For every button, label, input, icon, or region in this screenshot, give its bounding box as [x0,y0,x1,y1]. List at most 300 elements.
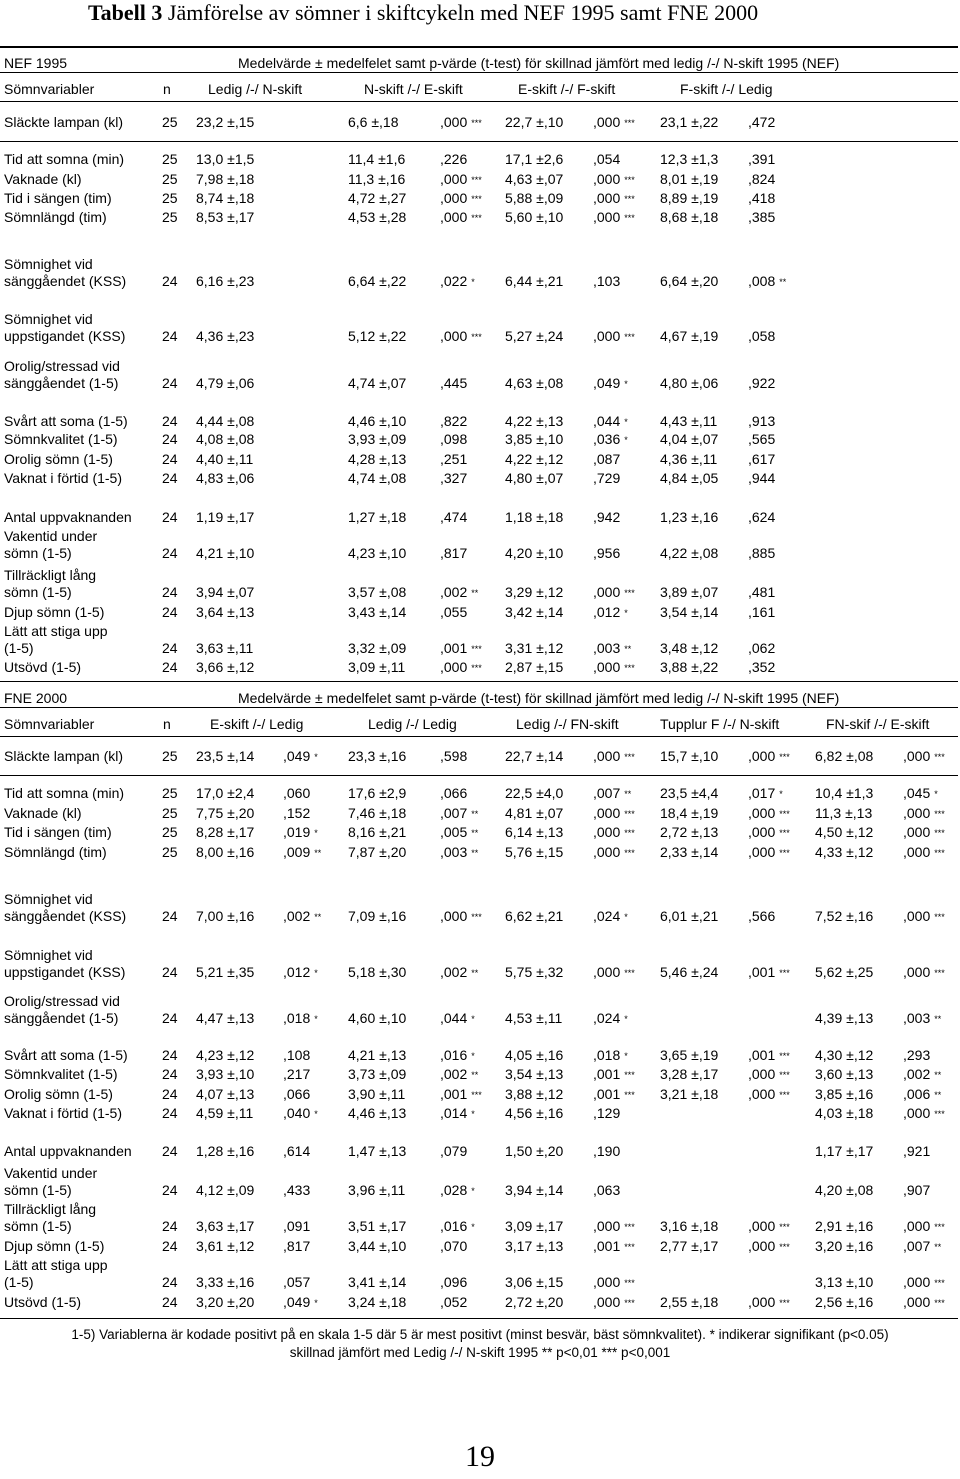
cell-p-value [440,1010,475,1029]
cell-p-value [748,451,775,468]
column-header: N-skift /-/ E-skift [364,81,463,97]
cell-p-value [903,1010,941,1029]
p-value-number: ,942 [593,509,621,525]
row-n: 24 [162,413,178,429]
cell-mean-se: 4,28 ±,13 [348,451,407,467]
column-header: Ledig /-/ Ledig [368,716,457,732]
cell-mean-se: 3,09 ±,11 [348,659,406,675]
cell-p-value [440,470,467,487]
row-label: Vaknade (kl) [4,805,82,821]
significance-stars: *** [624,1090,635,1100]
row-n: 25 [162,114,178,130]
significance-stars: *** [471,912,482,922]
significance-stars: *** [779,848,790,858]
cell-mean-se: 4,33 ±,12 [815,844,874,860]
cell-mean-se: 4,63 ±,08 [505,375,564,391]
cell-p-value [748,413,775,430]
cell-p-value [593,190,635,209]
row-label: Lätt att stiga upp [4,623,108,639]
p-value-number: ,000 [748,824,776,840]
p-value-number: ,003 [593,640,621,656]
cell-p-value [593,844,635,863]
cell-p-value [283,824,318,843]
cell-mean-se: 4,40 ±,11 [196,451,254,467]
cell-mean-se: 4,07 ±,13 [196,1086,255,1102]
p-value-number: ,922 [748,375,776,391]
footnote-line-2: skillnad jämfört med Ledig /-/ N-skift 1995 ** p<0,01 *** p<0,001 [289,1345,671,1360]
p-value-number: ,000 [903,1105,931,1121]
column-header-n: n [163,81,171,97]
cell-mean-se: 4,21 ±,10 [196,545,255,561]
table-rule [0,1318,958,1319]
column-header: Ledig /-/ FN-skift [516,716,619,732]
p-value-number: ,418 [748,190,776,206]
cell-mean-se: 3,73 ±,09 [348,1066,407,1082]
row-label: sänggåendet (KSS) [4,908,127,924]
table-rule [0,707,958,708]
table-title-text: Jämförelse av sömner i skiftcykeln med NEF 1995 samt FNE 2000 [162,0,759,25]
p-value-number: ,040 [283,1105,311,1121]
significance-stars: *** [624,663,635,673]
cell-mean-se: 5,27 ±,24 [505,328,564,344]
p-value-number: ,327 [440,470,468,486]
cell-p-value [903,1238,941,1257]
row-label: Svårt att soma (1-5) [4,413,128,429]
cell-mean-se: 11,4 ±1,6 [348,151,406,167]
cell-mean-se: 2,33 ±,14 [660,844,719,860]
row-n: 25 [162,209,178,225]
cell-mean-se: 6,82 ±,08 [815,748,874,764]
row-n: 24 [162,964,178,980]
row-label: Vakentid under [4,528,98,544]
cell-mean-se: 4,60 ±,10 [348,1010,407,1026]
cell-p-value [593,964,635,983]
significance-stars: ** [471,848,479,858]
significance-stars: *** [624,118,635,128]
p-value-number: ,087 [593,451,621,467]
row-label: Sömnighet vid [4,891,93,907]
p-value-number: ,565 [748,431,776,447]
cell-mean-se: 3,64 ±,13 [196,604,255,620]
cell-mean-se: 4,22 ±,12 [505,451,564,467]
significance-stars: * [624,435,628,445]
cell-p-value [440,209,482,228]
p-value-number: ,002 [440,964,468,980]
cell-mean-se: 4,46 ±,13 [348,1105,407,1121]
cell-p-value [440,659,482,678]
cell-p-value [440,805,478,824]
cell-p-value [283,1274,310,1291]
cell-mean-se: 4,53 ±,28 [348,209,407,225]
p-value-number: ,000 [593,824,621,840]
column-header: FN-skif /-/ E-skift [826,716,930,732]
significance-stars: * [624,912,628,922]
p-value-number: ,070 [440,1238,468,1254]
p-value-number: ,055 [440,604,468,620]
cell-p-value [903,1086,941,1105]
p-value-number: ,129 [593,1105,621,1121]
cell-mean-se: 3,20 ±,16 [815,1238,874,1254]
cell-mean-se: 11,3 ±,16 [348,171,406,187]
cell-p-value [748,805,790,824]
cell-mean-se: 4,81 ±,07 [505,805,564,821]
row-label: sänggåendet (1-5) [4,375,119,391]
p-value-number: ,598 [440,748,468,764]
cell-mean-se: 6,62 ±,21 [505,908,564,924]
significance-stars: * [624,379,628,389]
cell-mean-se: 2,55 ±,18 [660,1294,719,1310]
p-value-number: ,002 [440,1066,468,1082]
cell-p-value [440,1143,467,1160]
row-label: Orolig sömn (1-5) [4,1086,113,1102]
p-value-number: ,003 [903,1010,931,1026]
p-value-number: ,054 [593,151,621,167]
cell-p-value [283,964,318,983]
row-n: 24 [162,1010,178,1026]
cell-mean-se: 4,30 ±,12 [815,1047,874,1063]
significance-stars: * [471,277,475,287]
significance-stars: *** [779,752,790,762]
significance-stars: *** [471,213,482,223]
cell-mean-se: 8,16 ±,21 [348,824,407,840]
row-label: sömn (1-5) [4,545,72,561]
row-n: 24 [162,1086,178,1102]
cell-p-value [283,908,321,927]
cell-mean-se: 4,21 ±,13 [348,1047,407,1063]
cell-mean-se: 4,74 ±,07 [348,375,407,391]
p-value-number: ,024 [593,1010,621,1026]
row-n: 24 [162,1182,178,1198]
p-value-number: ,000 [903,1218,931,1234]
cell-p-value [593,1010,628,1029]
p-value-number: ,007 [593,785,621,801]
p-value-number: ,000 [748,1218,776,1234]
row-label: (1-5) [4,1274,34,1290]
p-value-number: ,001 [440,1086,468,1102]
p-value-number: ,956 [593,545,621,561]
table-rule [0,101,958,102]
cell-mean-se: 4,63 ±,07 [505,171,564,187]
cell-mean-se: 5,46 ±,24 [660,964,719,980]
cell-p-value [440,785,467,802]
cell-p-value [903,964,945,983]
p-value-number: ,152 [283,805,311,821]
significance-stars: *** [624,332,635,342]
cell-mean-se: 6,16 ±,23 [196,273,255,289]
cell-p-value [748,824,790,843]
cell-p-value [903,748,945,767]
cell-mean-se: 5,62 ±,25 [815,964,874,980]
cell-p-value [748,785,783,804]
p-value-number: ,000 [748,1066,776,1082]
p-value-number: ,624 [748,509,776,525]
cell-p-value [748,209,775,226]
row-label: Antal uppvaknanden [4,1143,132,1159]
significance-stars: *** [934,752,945,762]
column-header-n: n [163,716,171,732]
cell-mean-se: 4,04 ±,07 [660,431,719,447]
cell-p-value [593,171,635,190]
cell-p-value [748,470,775,487]
significance-stars: ** [624,789,632,799]
p-value-number: ,009 [283,844,311,860]
cell-p-value [440,413,467,430]
cell-mean-se: 17,6 ±2,9 [348,785,407,801]
cell-p-value [283,1010,318,1029]
row-label: sänggåendet (1-5) [4,1010,119,1026]
cell-mean-se: 3,90 ±,11 [348,1086,406,1102]
cell-p-value [440,509,467,526]
cell-mean-se: 4,56 ±,16 [505,1105,564,1121]
p-value-number: ,385 [748,209,776,225]
significance-stars: *** [471,175,482,185]
cell-mean-se: 23,2 ±,15 [196,114,255,130]
cell-p-value [748,1047,790,1066]
p-value-number: ,019 [283,824,311,840]
significance-stars: *** [934,968,945,978]
cell-p-value [283,1294,318,1313]
cell-mean-se: 4,44 ±,08 [196,413,255,429]
section-name: NEF 1995 [4,55,68,71]
p-value-number: ,018 [283,1010,311,1026]
p-value-number: ,007 [440,805,468,821]
p-value-number: ,000 [903,824,931,840]
cell-mean-se: 4,59 ±,11 [196,1105,254,1121]
row-n: 24 [162,1047,178,1063]
cell-mean-se: 8,89 ±,19 [660,190,719,206]
cell-mean-se: 3,60 ±,13 [815,1066,874,1082]
cell-mean-se: 3,20 ±,20 [196,1294,255,1310]
cell-p-value [440,328,482,347]
row-n: 24 [162,1274,178,1290]
cell-mean-se: 1,18 ±,18 [505,509,564,525]
significance-stars: * [779,789,783,799]
cell-mean-se: 2,56 ±,16 [815,1294,874,1310]
cell-mean-se: 4,80 ±,06 [660,375,719,391]
significance-stars: * [314,752,318,762]
p-value-number: ,012 [593,604,621,620]
cell-mean-se: 4,53 ±,11 [505,1010,563,1026]
cell-p-value [440,451,467,468]
cell-mean-se: 3,17 ±,13 [505,1238,564,1254]
p-value-number: ,063 [593,1182,621,1198]
cell-p-value [903,824,945,843]
cell-p-value [748,431,775,448]
cell-mean-se: 4,36 ±,23 [196,328,255,344]
significance-stars: *** [934,1298,945,1308]
cell-mean-se: 4,39 ±,13 [815,1010,874,1026]
cell-p-value [903,1066,941,1085]
row-label: sänggåendet (KSS) [4,273,127,289]
cell-mean-se: 3,21 ±,18 [660,1086,719,1102]
cell-mean-se: 3,54 ±,14 [660,604,719,620]
row-label: Sömnlängd (tim) [4,209,107,225]
cell-mean-se: 4,47 ±,13 [196,1010,255,1026]
row-n: 24 [162,640,178,656]
cell-p-value [748,1294,790,1313]
p-value-number: ,028 [440,1182,468,1198]
row-n: 24 [162,659,178,675]
cell-mean-se: 6,01 ±,21 [660,908,719,924]
p-value-number: ,822 [440,413,468,429]
significance-stars: *** [934,809,945,819]
cell-p-value [593,151,620,168]
cell-p-value [440,1105,475,1124]
p-value-number: ,000 [903,748,931,764]
cell-p-value [283,805,310,822]
row-label: Orolig/stressad vid [4,993,120,1009]
cell-p-value [440,604,467,621]
cell-mean-se: 3,41 ±,14 [348,1274,407,1290]
p-value-number: ,058 [748,328,776,344]
p-value-number: ,000 [440,328,468,344]
significance-stars: * [314,1109,318,1119]
p-value-number: ,017 [748,785,776,801]
p-value-number: ,007 [903,1238,931,1254]
significance-stars: *** [779,968,790,978]
row-label: Vakentid under [4,1165,98,1181]
column-header: E-skift /-/ Ledig [210,716,304,732]
p-value-number: ,000 [593,805,621,821]
p-value-number: ,066 [283,1086,311,1102]
cell-mean-se: 3,94 ±,14 [505,1182,564,1198]
p-value-number: ,433 [283,1182,311,1198]
p-value-number: ,472 [748,114,776,130]
cell-mean-se: 4,22 ±,08 [660,545,719,561]
p-value-number: ,474 [440,509,468,525]
row-label: Sömnkvalitet (1-5) [4,431,118,447]
cell-p-value [593,1086,635,1105]
p-value-number: ,045 [903,785,931,801]
p-value-number: ,226 [440,151,468,167]
column-header-variable: Sömnvariabler [4,716,95,732]
cell-mean-se: 1,23 ±,16 [660,509,719,525]
significance-stars: *** [779,1242,790,1252]
row-n: 25 [162,171,178,187]
cell-p-value [903,908,945,927]
row-n: 25 [162,785,178,801]
p-value-number: ,005 [440,824,468,840]
cell-mean-se: 3,88 ±,12 [505,1086,564,1102]
p-value-number: ,016 [440,1047,468,1063]
significance-stars: ** [934,1242,942,1252]
p-value-number: ,161 [748,604,776,620]
row-label: Släckte lampan (kl) [4,748,124,764]
row-label: (1-5) [4,640,34,656]
row-n: 24 [162,604,178,620]
cell-p-value [748,151,775,168]
cell-p-value [748,908,775,925]
p-value-number: ,001 [593,1238,621,1254]
p-value-number: ,391 [748,151,776,167]
cell-mean-se: 3,31 ±,12 [505,640,564,656]
cell-p-value [283,1218,310,1235]
cell-p-value [440,1294,467,1311]
row-n: 25 [162,151,178,167]
significance-stars: *** [779,1298,790,1308]
table-rule [0,736,958,737]
cell-p-value [748,659,775,676]
cell-p-value [440,151,467,168]
cell-p-value [593,209,635,228]
significance-stars: ** [934,1014,942,1024]
p-value-number: ,016 [440,1218,468,1234]
significance-stars: *** [779,1090,790,1100]
cell-p-value [283,748,318,767]
p-value-number: ,044 [593,413,621,429]
p-value-number: ,008 [748,273,776,289]
significance-stars: *** [624,752,635,762]
significance-stars: * [471,1186,475,1196]
p-value-number: ,044 [440,1010,468,1026]
row-label: Sömnkvalitet (1-5) [4,1066,118,1082]
p-value-number: ,000 [903,1294,931,1310]
cell-p-value [748,273,786,292]
cell-p-value [440,908,482,927]
cell-p-value [593,1105,620,1122]
cell-p-value [593,604,628,623]
p-value-number: ,000 [593,584,621,600]
p-value-number: ,012 [283,964,311,980]
cell-mean-se: 10,4 ±1,3 [815,785,874,801]
cell-mean-se: 1,28 ±,16 [196,1143,255,1159]
cell-p-value [283,1086,310,1103]
significance-stars: *** [934,828,945,838]
row-n: 24 [162,908,178,924]
significance-stars: *** [934,848,945,858]
row-n: 24 [162,451,178,467]
cell-p-value [748,545,775,562]
cell-p-value [283,1047,310,1064]
row-label: sömn (1-5) [4,1182,72,1198]
cell-p-value [593,273,620,290]
cell-p-value [440,171,482,190]
cell-mean-se: 1,27 ±,18 [348,509,407,525]
p-value-number: ,079 [440,1143,468,1159]
p-value-number: ,921 [903,1143,931,1159]
cell-mean-se: 3,57 ±,08 [348,584,407,600]
cell-p-value [440,1086,482,1105]
p-value-number: ,000 [593,209,621,225]
cell-p-value [748,1086,790,1105]
cell-mean-se: 17,0 ±2,4 [196,785,255,801]
cell-p-value [593,545,620,562]
cell-p-value [283,1105,318,1124]
cell-mean-se: 23,5 ±,14 [196,748,255,764]
significance-stars: *** [624,968,635,978]
column-header: E-skift /-/ F-skift [518,81,616,97]
significance-stars: *** [624,1298,635,1308]
cell-mean-se: 4,20 ±,08 [815,1182,874,1198]
row-label: Utsövd (1-5) [4,1294,82,1310]
significance-stars: * [624,608,628,618]
cell-mean-se: 3,09 ±,17 [505,1218,564,1234]
cell-mean-se: 3,32 ±,09 [348,640,407,656]
cell-mean-se: 7,75 ±,20 [196,805,255,821]
significance-stars: *** [624,809,635,819]
cell-mean-se: 11,3 ±,13 [815,805,873,821]
row-label: Tid att somna (min) [4,151,125,167]
p-value-number: ,190 [593,1143,621,1159]
cell-mean-se: 3,51 ±,17 [348,1218,407,1234]
cell-mean-se: 3,63 ±,17 [196,1218,255,1234]
row-n: 24 [162,470,178,486]
cell-p-value [748,375,775,392]
row-label: uppstigandet (KSS) [4,964,126,980]
significance-stars: *** [624,213,635,223]
row-label: Antal uppvaknanden [4,509,132,525]
cell-mean-se: 2,72 ±,13 [660,824,719,840]
